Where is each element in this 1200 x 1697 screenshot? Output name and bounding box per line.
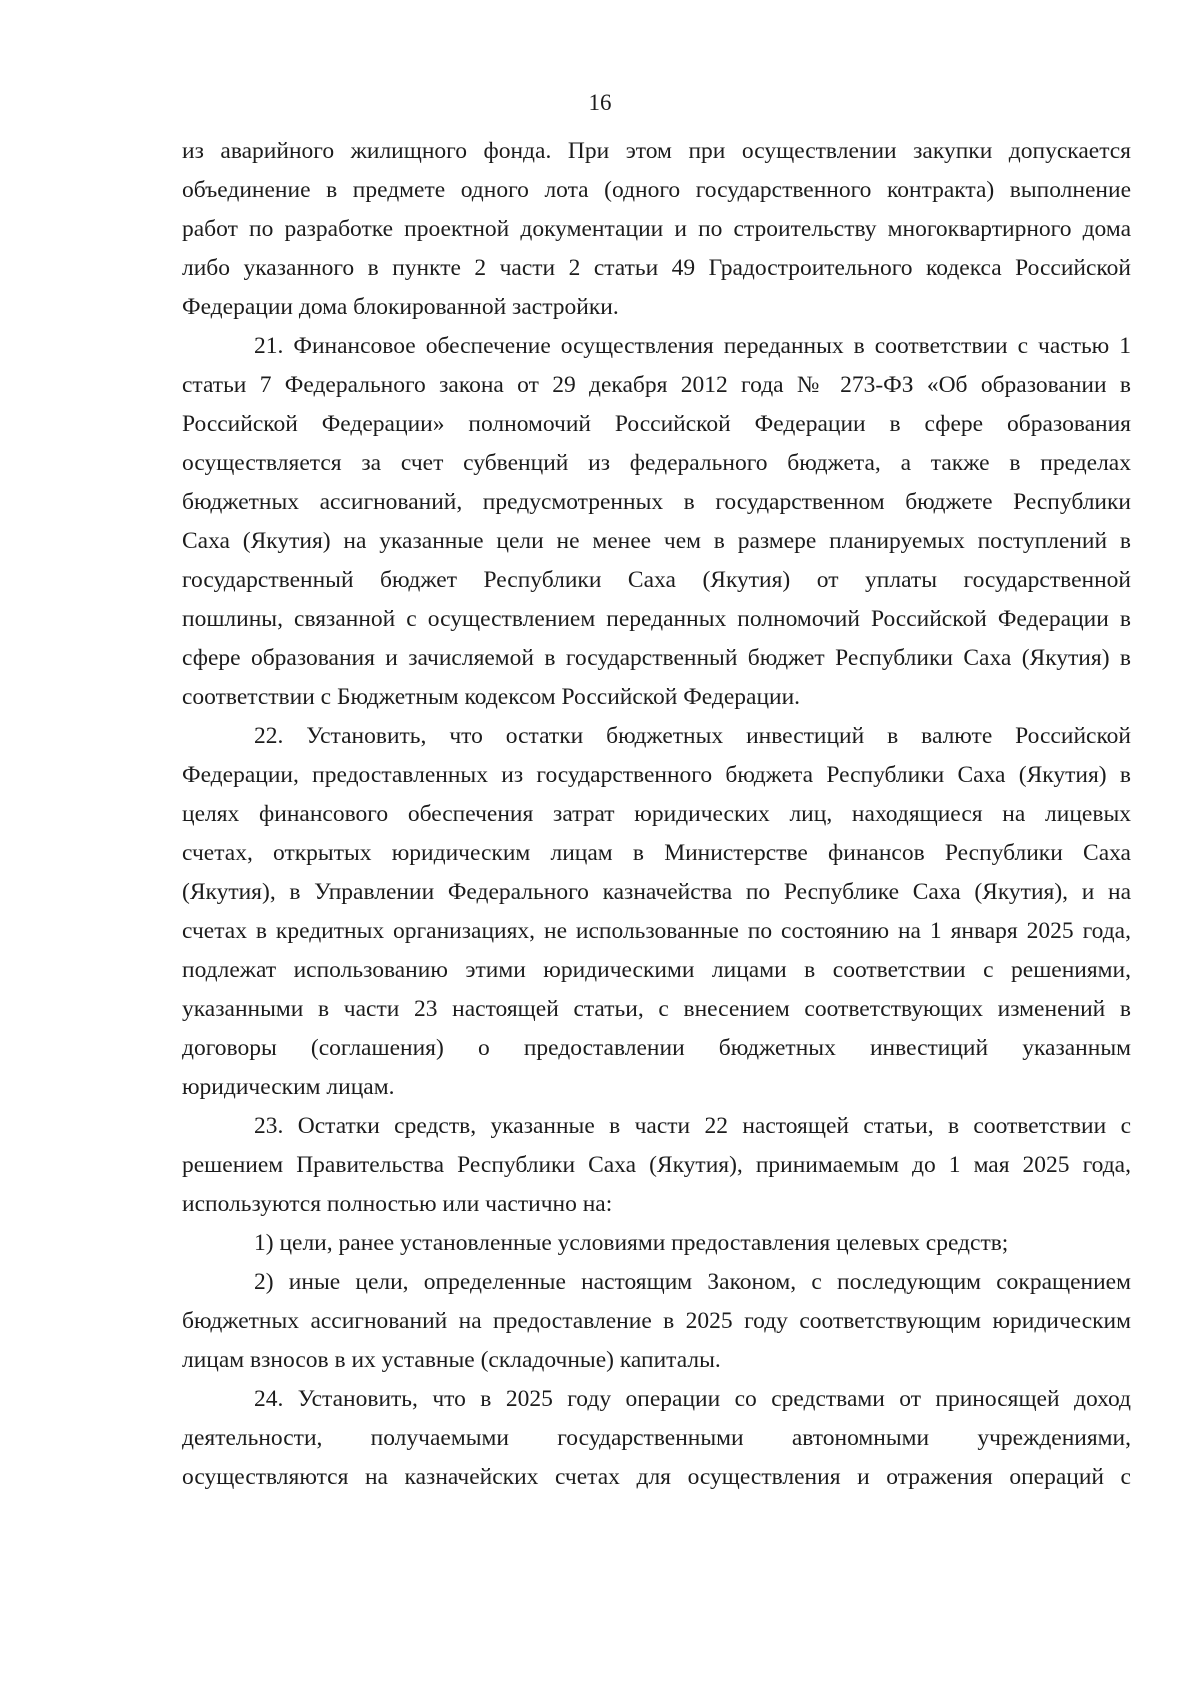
text-line: Федерации дома блокированной застройки. <box>182 294 619 320</box>
text-line: государственный бюджет Республики Саха (Якутия) от уплаты государственной <box>182 567 1131 593</box>
page-number: 16 <box>588 90 612 115</box>
paragraph-start-line: 24. Установить, что в 2025 году операции со средствами от приносящей доход <box>254 1386 1131 1412</box>
text-line: бюджетных ассигнований, предусмотренных в государственном бюджете Республики <box>182 489 1131 515</box>
text-line: (Якутия), в Управлении Федерального казначейства по Республике Саха (Якутия), и на <box>182 879 1131 905</box>
text-line: из аварийного жилищного фонда. При этом при осуществлении закупки допускается <box>182 138 1131 164</box>
text-line: лицам взносов в их уставные (складочные) капиталы. <box>182 1347 721 1373</box>
text-line: объединение в предмете одного лота (одного государственного контракта) выполнение <box>182 177 1131 203</box>
text-line: соответствии с Бюджетным кодексом Российской Федерации. <box>182 684 801 710</box>
text-line: бюджетных ассигнований на предоставление в 2025 году соответствующим юридическим <box>182 1308 1131 1334</box>
text-line: указанными в части 23 настоящей статьи, с внесением соответствующих изменений в <box>182 996 1131 1022</box>
list-item-line: 1) цели, ранее установленные условиями предоставления целевых средств; <box>254 1230 1009 1256</box>
text-line: либо указанного в пункте 2 части 2 статьи 49 Градостроительного кодекса Российской <box>182 255 1131 281</box>
text-line: счетах в кредитных организациях, не использованные по состоянию на 1 января 2025 года, <box>182 918 1131 944</box>
list-item-line: 2) иные цели, определенные настоящим Законом, с последующим сокращением <box>254 1269 1131 1295</box>
text-line: договоры (соглашения) о предоставлении бюджетных инвестиций указанным <box>182 1035 1131 1061</box>
text-line: Российской Федерации» полномочий Российской Федерации в сфере образования <box>182 411 1131 437</box>
text-line: подлежат использованию этими юридическими лицами в соответствии с решениями, <box>182 957 1131 983</box>
text-line: сфере образования и зачисляемой в государственный бюджет Республики Саха (Якутия) в <box>182 645 1131 671</box>
paragraph-start-line: 23. Остатки средств, указанные в части 22 настоящей статьи, в соответствии с <box>254 1113 1131 1139</box>
text-line: пошлины, связанной с осуществлением переданных полномочий Российской Федерации в <box>182 606 1131 632</box>
paragraph-start-line: 22. Установить, что остатки бюджетных инвестиций в валюте Российской <box>254 723 1131 749</box>
text-line: используются полностью или частично на: <box>182 1191 613 1217</box>
text-line: осуществляется за счет субвенций из федерального бюджета, а также в пределах <box>182 450 1131 476</box>
text-line: счетах, открытых юридическим лицам в Министерстве финансов Республики Саха <box>182 840 1131 866</box>
text-line: целях финансового обеспечения затрат юридических лиц, находящиеся на лицевых <box>182 801 1131 827</box>
text-line: деятельности, получаемыми государственными автономными учреждениями, <box>182 1425 1131 1451</box>
text-line: решением Правительства Республики Саха (Якутия), принимаемым до 1 мая 2025 года, <box>182 1152 1131 1178</box>
text-line: юридическим лицам. <box>182 1074 395 1100</box>
text-line: статьи 7 Федерального закона от 29 декабря 2012 года № 273-ФЗ «Об образовании в <box>182 372 1131 398</box>
text-line: осуществляются на казначейских счетах для осуществления и отражения операций с <box>182 1464 1131 1490</box>
paragraph-start-line: 21. Финансовое обеспечение осуществления переданных в соответствии с частью 1 <box>254 333 1131 359</box>
text-line: Саха (Якутия) на указанные цели не менее чем в размере планируемых поступлений в <box>182 528 1131 554</box>
text-line: Федерации, предоставленных из государственного бюджета Республики Саха (Якутия) в <box>182 762 1131 788</box>
text-line: работ по разработке проектной документации и по строительству многоквартирного дома <box>182 216 1131 242</box>
